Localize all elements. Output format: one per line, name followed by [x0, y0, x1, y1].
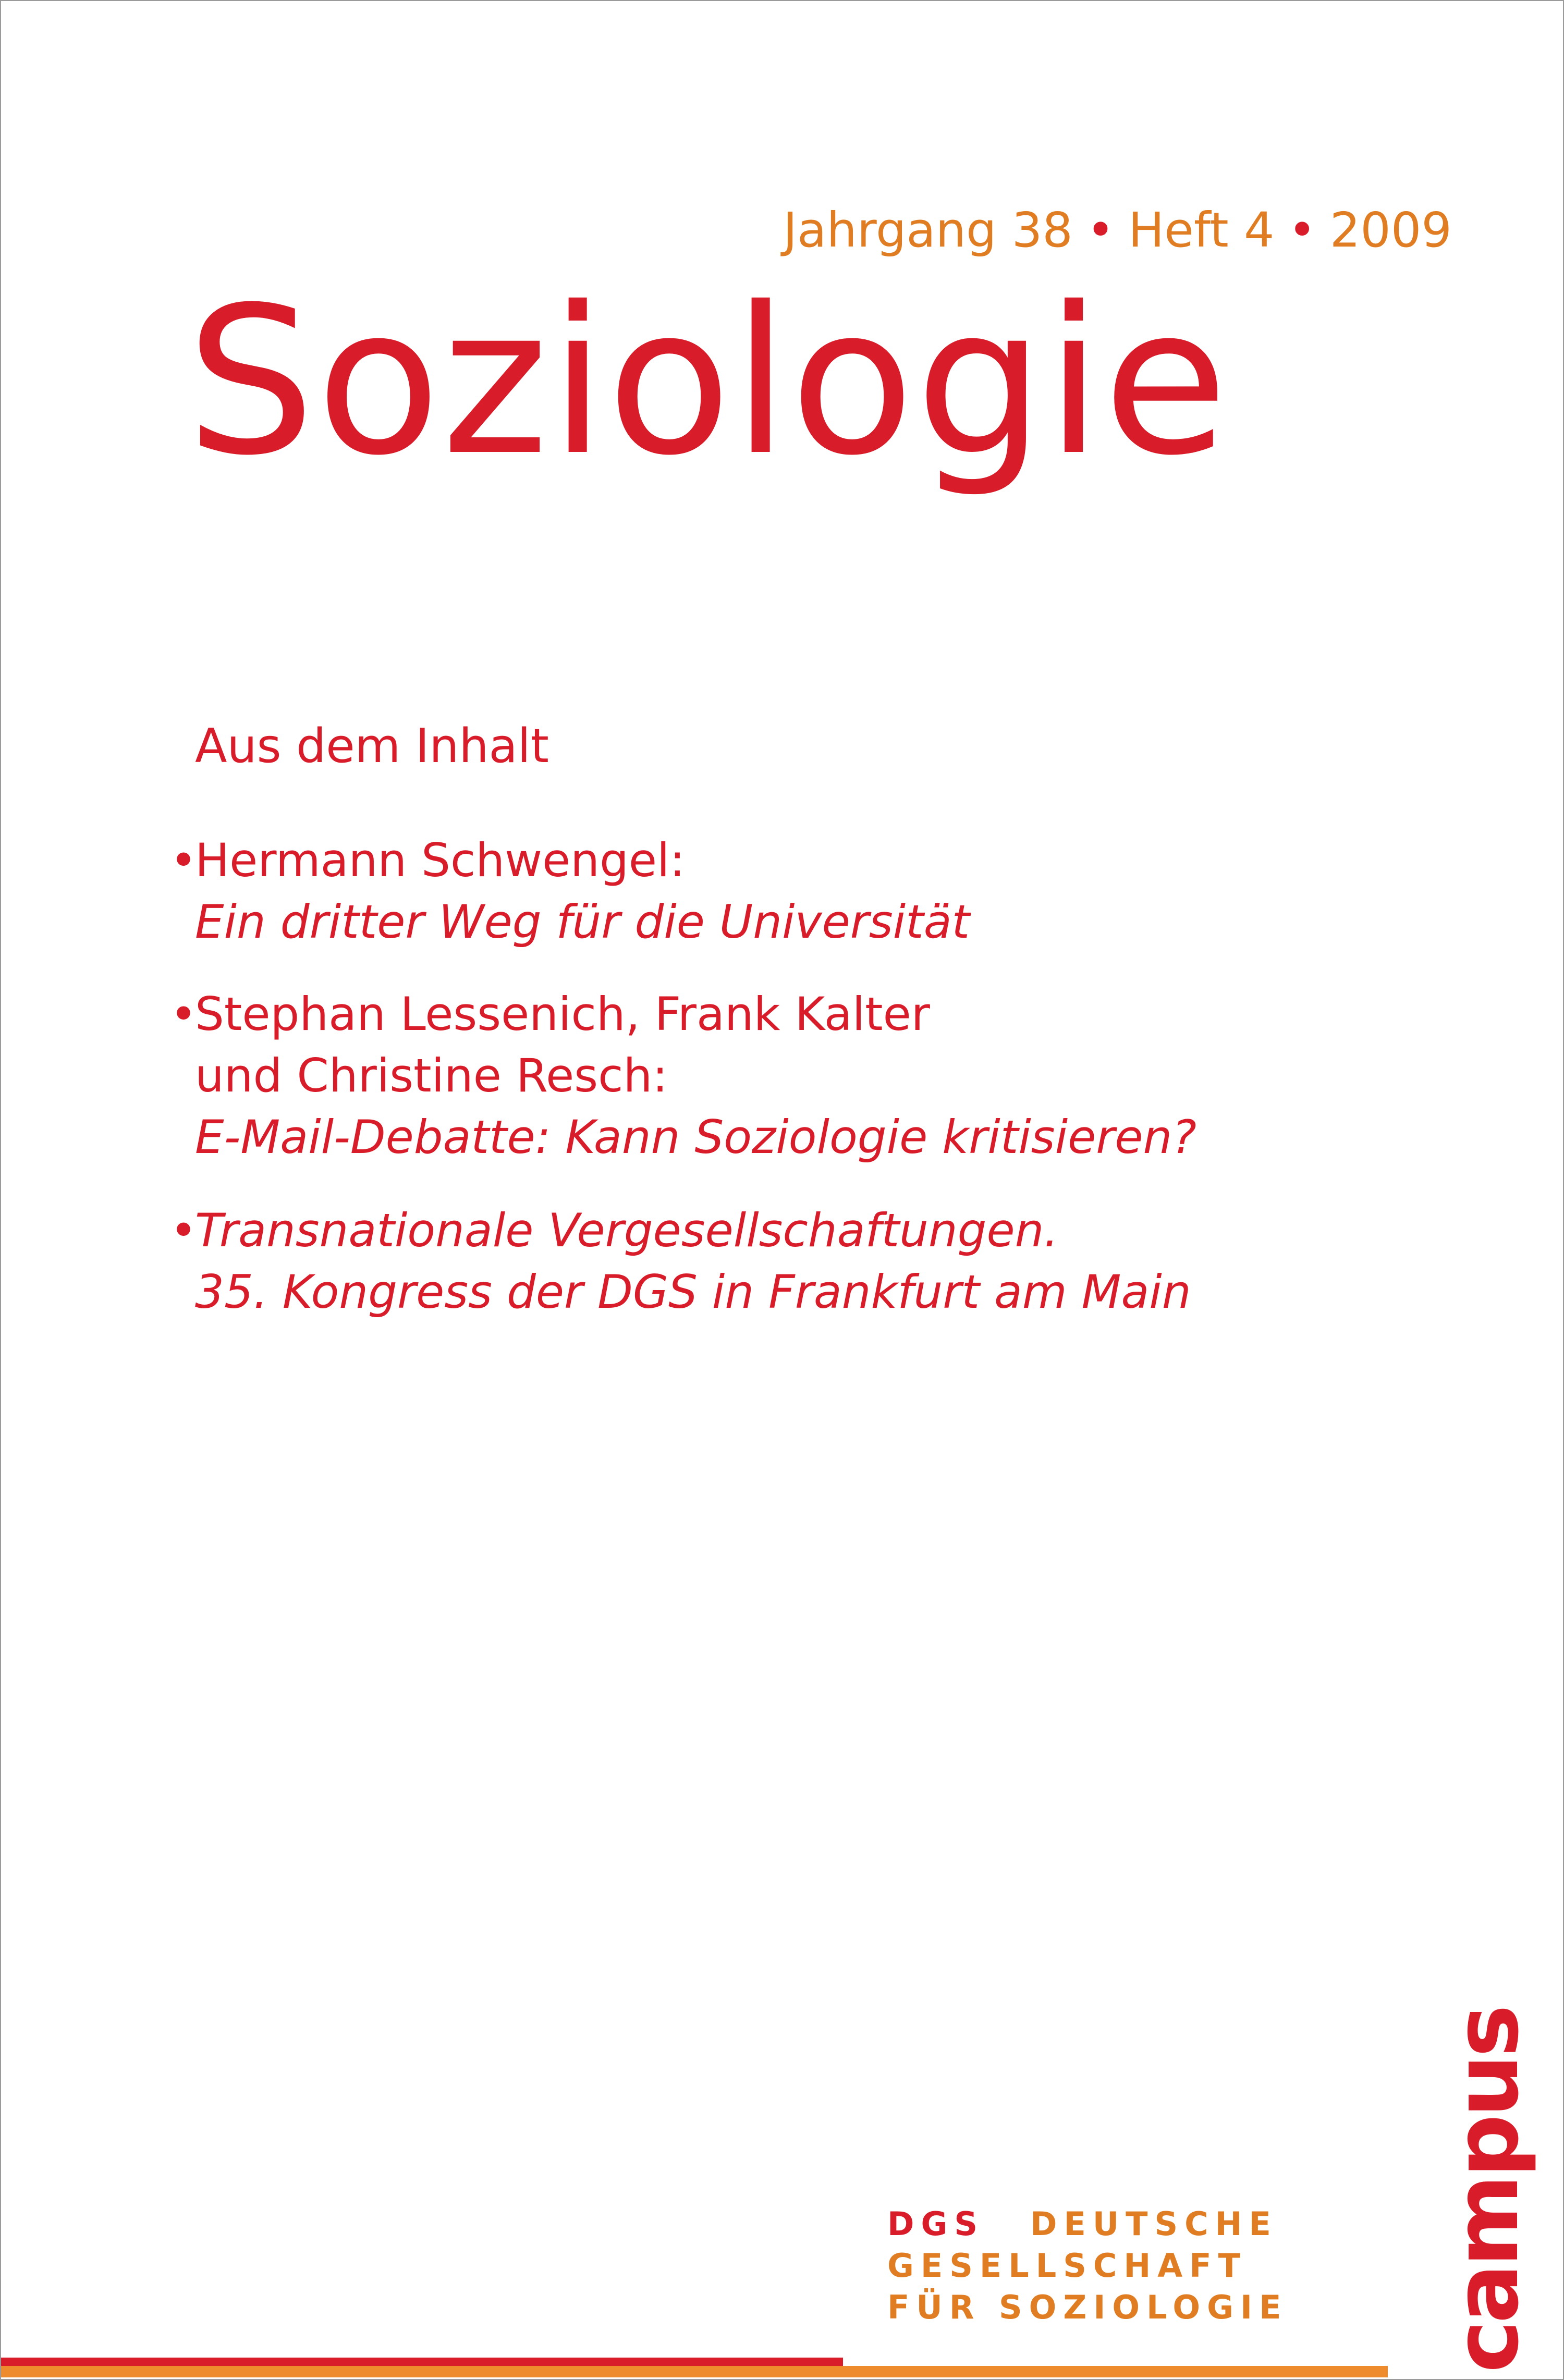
issue-separator: •	[1288, 202, 1316, 258]
society-block	[887, 2203, 1357, 2328]
issue-separator: •	[1086, 202, 1115, 258]
contents-entry	[170, 830, 1394, 953]
society-row	[887, 2203, 1357, 2245]
society-abbreviation: DGS	[887, 2205, 985, 2243]
society-name-line: DEUTSCHE	[1030, 2205, 1278, 2243]
entry-title: Transnationale Vergesellschaftungen.	[195, 1204, 1059, 1257]
campus-logo	[1435, 2007, 1539, 2373]
entry-author: Hermann Schwengel:	[195, 833, 686, 887]
issue-info	[783, 199, 1461, 262]
entry-author: und Christine Resch:	[195, 1049, 668, 1102]
society-name-line: FÜR SOZIOLOGIE	[887, 2288, 1288, 2326]
contents-entry	[170, 984, 1394, 1168]
contents-entry	[170, 1200, 1394, 1323]
campus-logo-text: campus	[1435, 2007, 1538, 2373]
bullet-icon: •	[170, 1204, 197, 1257]
red-bottom-bar	[1, 2358, 843, 2366]
orange-bottom-bar	[1, 2366, 1388, 2377]
issue-year: 2009	[1329, 202, 1452, 258]
bullet-icon: •	[170, 833, 197, 887]
contents-heading: Aus dem Inhalt	[195, 719, 549, 774]
entry-title: Ein dritter Weg für die Universität	[195, 895, 970, 949]
journal-title: Soziologie	[186, 263, 1229, 500]
issue-volume: Jahrgang 38	[783, 202, 1073, 258]
society-name-line: GESELLSCHAFT	[887, 2247, 1247, 2285]
entry-title: 35. Kongress der DGS in Frankfurt am Main	[195, 1265, 1191, 1319]
entry-title: E-Mail-Debatte: Kann Soziologie kritisieren?	[195, 1110, 1197, 1164]
bullet-icon: •	[170, 987, 197, 1041]
issue-number: Heft 4	[1128, 202, 1275, 258]
entry-author: Stephan Lessenich, Frank Kalter	[195, 987, 930, 1041]
